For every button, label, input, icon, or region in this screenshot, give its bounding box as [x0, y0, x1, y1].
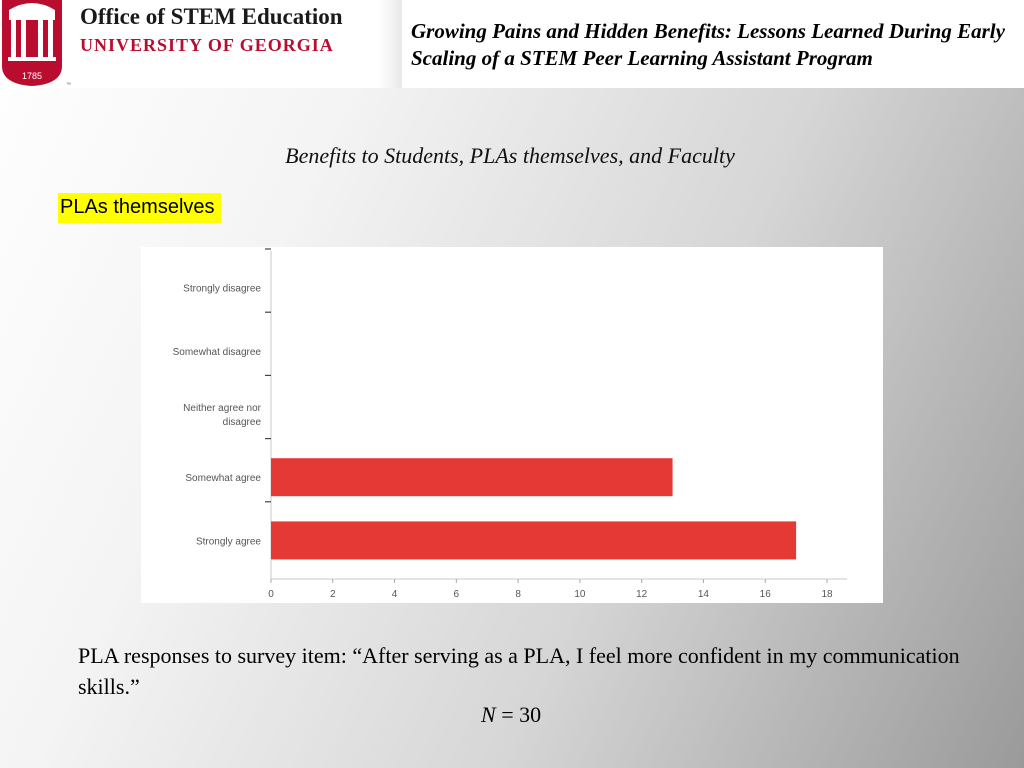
chart-card	[141, 247, 883, 603]
uga-arch-logo	[0, 0, 72, 88]
y-tick-label: Strongly disagree	[183, 283, 261, 295]
x-tick-label: 2	[329, 589, 336, 600]
y-tick-label: Neither agree nor	[183, 403, 261, 414]
y-tick-label: disagree	[222, 417, 261, 428]
slide-title: Benefits to Students, PLAs themselves, and Faculty	[285, 143, 735, 168]
header-bar	[0, 0, 1024, 88]
x-tick-label: 4	[391, 589, 398, 600]
x-tick-label: 14	[697, 589, 710, 600]
university-name: UNIVERSITY OF GEORGIA	[80, 35, 334, 55]
sample-size	[481, 702, 541, 728]
x-tick-label: 6	[453, 589, 460, 600]
x-tick-label: 16	[759, 589, 771, 600]
header-divider	[378, 0, 402, 88]
x-tick-label: 10	[574, 589, 586, 600]
presentation-title: Growing Pains and Hidden Benefits: Lessons Learned During Early Scaling of a STEM Peer Learning Assistant Program	[411, 19, 1005, 70]
y-tick-label: Somewhat agree	[185, 473, 261, 485]
bar-strongly-agree	[271, 521, 796, 559]
seal-year: 1785	[21, 71, 43, 81]
sample-size-value: = 30	[501, 702, 542, 727]
likert-bar-chart	[141, 247, 883, 603]
svg-text:™: ™	[66, 82, 71, 88]
org-name: Office of STEM Education	[80, 4, 343, 29]
sample-size-label: N	[481, 702, 496, 727]
x-tick-label: 12	[636, 589, 648, 600]
x-tick-label: 18	[821, 589, 833, 600]
x-tick-label: 0	[268, 589, 274, 600]
caption-text: PLA responses to survey item: “After serving as a PLA, I feel more confident in my communication skills.”	[78, 643, 960, 699]
x-tick-label: 8	[515, 589, 521, 600]
section-label: PLAs themselves	[58, 193, 221, 223]
y-tick-label: Somewhat disagree	[172, 346, 261, 358]
y-tick-label: Strongly agree	[195, 536, 261, 548]
bar-somewhat-agree	[271, 458, 673, 496]
